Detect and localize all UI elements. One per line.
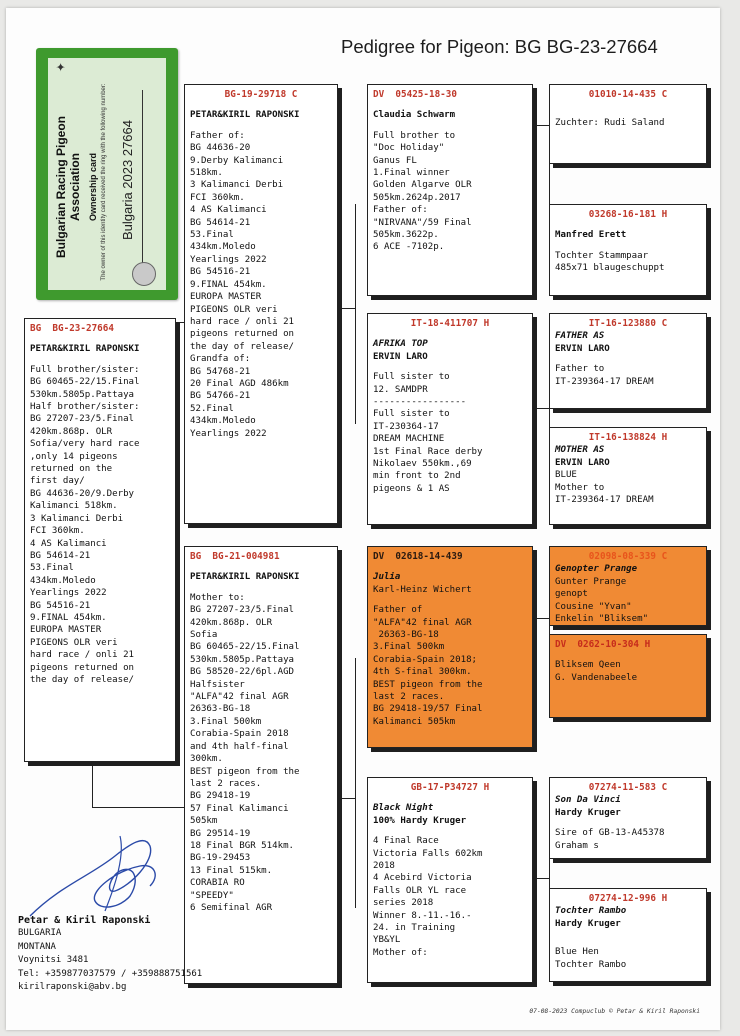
subject-notes — [30, 364, 170, 687]
text-line: BG 29514-19 — [190, 828, 251, 839]
sire-ring: BG-19-29718 — [224, 89, 287, 100]
text-line: 9.FINAL 454km. — [30, 612, 107, 623]
sire-card[interactable] — [184, 84, 338, 524]
text-line: 3 Kalimanci Derbi — [190, 180, 284, 191]
dam-dam-notes — [373, 835, 527, 959]
text-line: PIGEONS OLR veri — [30, 637, 118, 648]
text-line: Sofia/very hard race — [30, 439, 140, 450]
subject-ring: BG-23-27664 — [52, 323, 114, 334]
text-line: 20 Final AGD 486km — [190, 378, 289, 389]
dam-dam-owner: 100% Hardy Kruger — [373, 815, 467, 826]
sire-sire-notes — [373, 130, 527, 254]
text-line: Zuchter: Rudi Saland — [555, 118, 665, 129]
text-line: CORABIA RO — [190, 878, 245, 889]
text-line: Halfsister — [190, 679, 245, 690]
text-line: 57 Final Kalimanci — [190, 803, 289, 814]
text-line: Mother to — [555, 482, 605, 493]
text-line: BG 29418-19 — [190, 791, 251, 802]
text-line: Enkelin "Bliksem" — [555, 614, 649, 625]
text-line: BG 44636-20 — [190, 143, 251, 154]
sire-notes — [190, 130, 332, 440]
text-line: BULGARIA — [18, 928, 62, 939]
text-line: BG 27207-23/5.Final — [190, 605, 295, 616]
text-line: 18 Final BGR 514km. — [190, 840, 295, 851]
text-line: the day of release/ — [30, 674, 135, 685]
text-line: ,only 14 pigeons — [30, 451, 118, 462]
text-line: BG 54614-21 — [190, 217, 251, 228]
text-line: hard race / onli 21 — [30, 650, 135, 661]
text-line: 530km.5805p.Pattaya — [190, 654, 295, 665]
text-line: MONTANA — [18, 941, 56, 952]
sire-owner: PETAR&KIRIL RAPONSKI — [190, 110, 300, 121]
text-line: 3.Final 500km — [190, 716, 262, 727]
text-line: 6 ACE -7102p. — [373, 242, 445, 253]
ggp-mmf-card[interactable]: 07274-11-583 C Son Da Vinci Hardy Kruger Sire of GB-13-A45378 Graham s — [549, 777, 707, 859]
text-line: BG 54516-21 — [190, 267, 251, 278]
text-line: 4 Final Race — [373, 836, 439, 847]
ggp-fmm-card[interactable]: IT-16-138824 H MOTHER AS ERVIN LARO BLUE Mother to IT-239364-17 DREAM — [549, 427, 707, 525]
text-line: ----------------- — [373, 397, 467, 408]
text-line: last 2 races. — [373, 692, 445, 703]
text-line: and 4th half-final — [190, 741, 289, 752]
text-line: Father of: — [373, 205, 428, 216]
dam-ring: BG-21-004981 — [212, 551, 280, 562]
card-heading: Ownership card — [88, 152, 98, 222]
text-line: Father of: — [190, 130, 245, 141]
text-line: Full brother to — [373, 130, 456, 141]
text-line: 9.FINAL 454km. — [190, 279, 267, 290]
owner-name: Petar & Kiril Raponski — [18, 915, 151, 926]
text-line: pigeons returned on — [190, 329, 295, 340]
text-line: returned on the — [30, 464, 113, 475]
text-line: "NIRVANA"/59 Final — [373, 217, 472, 228]
text-line: 485x71 blaugeschuppt — [555, 263, 665, 274]
text-line: PIGEONS OLR veri — [190, 304, 278, 315]
text-line: IT-239364-17 DREAM — [555, 376, 654, 387]
text-line: BG 54766-21 — [190, 391, 251, 402]
text-line: "ALFA"42 final AGR — [190, 692, 289, 703]
text-line: 24. in Training — [373, 923, 456, 934]
text-line: BLUE — [555, 470, 577, 481]
association-logo-icon — [132, 262, 156, 286]
text-line: hard race / onli 21 — [190, 316, 295, 327]
dam-code: BG — [190, 551, 202, 562]
text-line: Tel: +359877037579 / +359888751561 — [18, 968, 203, 979]
text-line: 26363-BG-18 — [373, 630, 439, 641]
text-line: 1.Final winner — [373, 168, 450, 179]
text-line: 505km.3622p. — [373, 230, 439, 241]
text-line: 505km.2624p.2017 — [373, 192, 461, 203]
text-line: Corabia-Spain 2018; — [373, 654, 478, 665]
sire-dam-card[interactable]: IT-18-411707 H AFRIKA TOP ERVIN LARO Full sister to 12. SAMDPR ----------------- Full sister to IT-230364-17 DREAM MACHINE 1st Final Race derby Nikolaev 550km.,69 min front to 2nd pigeons & 1 AS — [367, 313, 533, 525]
text-line: Full sister to — [373, 372, 450, 383]
text-line: IT-239364-17 DREAM — [555, 495, 654, 506]
sire-dam-alias: AFRIKA TOP — [373, 339, 428, 350]
text-line: Corabia-Spain 2018 — [190, 729, 289, 740]
text-line: Mother to: — [190, 592, 245, 603]
text-line: Tochter Stammpaar — [555, 250, 649, 261]
text-line: Father of — [373, 605, 423, 616]
owner-info — [18, 914, 202, 994]
sire-sire-card[interactable]: DV 05425-18-30 Claudia Schwarm Full brother to "Doc Holiday" Ganus FL 1.Final winner Golden Algarve OLR 505km.2624p.2017 Father of: "NIRVANA"/59 Final 505km.3622p. 6 ACE -7102p. — [367, 84, 533, 296]
text-line: BG 54516-21 — [30, 600, 91, 611]
text-line: Cousine "Yvan" — [555, 601, 632, 612]
text-line: Nikolaev 550km.,69 — [373, 459, 472, 470]
text-line: 53.Final — [30, 563, 74, 574]
text-line: Full sister to — [373, 409, 450, 420]
text-line: Sofia — [190, 630, 218, 641]
text-line: 3 Kalimanci Derbi — [30, 513, 124, 524]
text-line: Sire of GB-13-A45378 — [555, 828, 665, 839]
text-line: pigeons returned on — [30, 662, 135, 673]
signature-icon — [20, 816, 190, 926]
text-line: "ALFA"42 final AGR — [373, 617, 472, 628]
dam-sire-owner: Karl-Heinz Wichert — [373, 584, 472, 595]
text-line: Mother of: — [373, 947, 428, 958]
dam-owner: PETAR&KIRIL RAPONSKI — [190, 572, 300, 583]
text-line: DREAM MACHINE — [373, 434, 445, 445]
text-line: BG 44636-20/9.Derby — [30, 488, 135, 499]
dam-dam-card[interactable]: GB-17-P34727 H Black Night 100% Hardy Kruger 4 Final Race Victoria Falls 602km 2018 4 Acebird Victoria Falls OLR YL race series 2018 Winner 8.-11.-16.- 24. in Training YB&YL Mother of: — [367, 777, 533, 983]
ggp-fff-card[interactable]: 01010-14-435 C Zuchter: Rudi Saland — [549, 84, 707, 164]
ownership-card — [36, 48, 178, 300]
text-line: 505km — [190, 816, 218, 827]
text-line: first day/ — [30, 476, 85, 487]
text-line: "SPEEDY" — [190, 890, 234, 901]
text-line: Yearlings 2022 — [190, 254, 267, 265]
text-line: 12. SAMDPR — [373, 384, 428, 395]
text-line: series 2018 — [373, 898, 434, 909]
sire-dam-owner: ERVIN LARO — [373, 351, 428, 362]
text-line: Blue Hen — [555, 947, 599, 958]
sire-dam-notes — [373, 371, 527, 495]
pedigree-sheet — [6, 8, 720, 1030]
text-line: 1st Final Race derby — [373, 446, 483, 457]
text-line: 420km.868p. OLR — [190, 617, 273, 628]
text-line: min front to 2nd — [373, 471, 461, 482]
text-line: 9.Derby Kalimanci — [190, 155, 284, 166]
dam-sire-alias: Julia — [373, 572, 401, 583]
text-line: Yearlings 2022 — [30, 588, 107, 599]
text-line: 434km.Moledo — [190, 242, 256, 253]
text-line: Kalimanci 518km. — [30, 501, 118, 512]
text-line: Golden Algarve OLR — [373, 180, 472, 191]
ggp-fmf-card[interactable]: IT-16-123880 C FATHER AS ERVIN LARO Father to IT-239364-17 DREAM — [549, 313, 707, 409]
text-line: FCI 360km. — [190, 192, 245, 203]
sire-sire-owner: Claudia Schwarm — [373, 110, 456, 121]
text-line: 300km. — [190, 754, 223, 765]
text-line: EUROPA MASTER — [190, 292, 262, 303]
text-line: kirilraponski@abv.bg — [18, 982, 127, 993]
subject-code: BG — [30, 323, 42, 334]
text-line: YB&YL — [373, 935, 401, 946]
card-text: The owner of this identity card received the ring with the following number: — [101, 83, 107, 281]
sire-dam-ring: IT-18-411707 — [410, 318, 478, 329]
text-line: BG 58520-22/6pl.AGD — [190, 667, 295, 678]
text-line: 26363-BG-18 — [190, 704, 251, 715]
text-line: 13 Final 515km. — [190, 865, 273, 876]
dam-sire-card[interactable]: DV 02618-14-439 Julia Karl-Heinz Wichert Father of "ALFA"42 final AGR 26363-BG-18 3.Final 500km Corabia-Spain 2018; 4th S-final 300km. BEST pigeon from the last 2 races. BG 29418-19/57 Final Kalimanci 505km — [367, 546, 533, 748]
text-line: Falls OLR YL race — [373, 885, 467, 896]
text-line: BG 27207-23/5.Final — [30, 414, 135, 425]
text-line: BG-19-29453 — [190, 853, 251, 864]
text-line: Kalimanci 505km — [373, 716, 456, 727]
text-line: last 2 races. — [190, 778, 262, 789]
text-line: Graham s — [555, 840, 599, 851]
text-line: IT-230364-17 — [373, 421, 439, 432]
ggp-mmm-card[interactable]: 07274-12-996 H Tochter Rambo Hardy Kruger Blue Hen Tochter Rambo — [549, 888, 707, 982]
ggp-mff-card[interactable]: 02098-08-339 C Genopter Prange Gunter Prange genopt Cousine "Yvan" Enkelin "Bliksem" — [549, 546, 707, 626]
text-line: BG 54614-21 — [30, 550, 91, 561]
text-line: the day of release/ — [190, 341, 295, 352]
text-line: pigeons & 1 AS — [373, 483, 450, 494]
text-line: BEST pigeon from the — [190, 766, 300, 777]
ggp-mfm-card[interactable]: DV 0262-10-304 H Bliksem Qeen G. Vandenabeele — [549, 634, 707, 718]
text-line: 518km. — [190, 168, 223, 179]
text-line: Grandfa of: — [190, 354, 251, 365]
text-line: 434km.Moledo — [190, 416, 256, 427]
dam-card[interactable] — [184, 546, 338, 984]
text-line: 434km.Moledo — [30, 575, 96, 586]
text-line: BG 60465-22/15.Final — [30, 377, 140, 388]
text-line: FCI 360km. — [30, 526, 85, 537]
dam-dam-ring: GB-17-P34727 — [410, 782, 478, 793]
text-line: 52.Final — [190, 403, 234, 414]
dam-notes — [190, 592, 332, 915]
text-line: BG 54768-21 — [190, 366, 251, 377]
text-line: 4th S-final 300km. — [373, 667, 472, 678]
text-line: Half brother/sister: — [30, 402, 140, 413]
subject-card[interactable] — [24, 318, 176, 762]
text-line: 4 AS Kalimanci — [30, 538, 107, 549]
text-line: Voynitsi 3481 — [18, 955, 89, 966]
subject-owner: PETAR&KIRIL RAPONSKI — [30, 344, 140, 355]
dam-dam-alias: Black Night — [373, 803, 434, 814]
dam-sire-ring: 02618-14-439 — [395, 551, 463, 562]
text-line: BG 29418-19/57 Final — [373, 704, 483, 715]
pigeon-icon: ✦ — [54, 62, 68, 73]
card-number: Bulgaria 2023 27664 — [120, 120, 135, 240]
ggp-ffm-card[interactable]: 03268-16-181 H Manfred Erett Tochter Stammpaar 485x71 blaugeschuppt — [549, 204, 707, 296]
text-line: 420km.868p. OLR — [30, 426, 113, 437]
text-line: genopt — [555, 589, 588, 600]
text-line: 530km.5805p.Pattaya — [30, 389, 135, 400]
text-line: EUROPA MASTER — [30, 625, 102, 636]
sire-sex: C — [291, 89, 298, 100]
text-line: Ganus FL — [373, 155, 417, 166]
sire-sire-ring: 05425-18-30 — [395, 89, 457, 100]
text-line: Winner 8.-11.-16.- — [373, 910, 472, 921]
text-line: Victoria Falls 602km — [373, 848, 483, 859]
text-line: BG 60465-22/15.Final — [190, 642, 300, 653]
footer-credit: 07-08-2023 Compuclub © Petar & Kiril Raponski — [529, 1008, 700, 1015]
text-line: 53.Final — [190, 230, 234, 241]
text-line: G. Vandenabeele — [555, 672, 638, 683]
page-title: Pedigree for Pigeon: BG BG-23-27664 — [341, 36, 658, 57]
text-line: Full brother/sister: — [30, 364, 140, 375]
text-line: Tochter Rambo — [555, 959, 627, 970]
text-line: BEST pigeon from the — [373, 679, 483, 690]
text-line: 4 AS Kalimanci — [190, 205, 267, 216]
text-line: Father to — [555, 364, 605, 375]
text-line: "Doc Holiday" — [373, 143, 445, 154]
card-org: Bulgarian Racing Pigeon Association — [54, 115, 82, 259]
text-line: 2018 — [373, 861, 395, 872]
text-line: 3.Final 500km — [373, 642, 445, 653]
text-line: 4 Acebird Victoria — [373, 873, 472, 884]
text-line: Yearlings 2022 — [190, 428, 267, 439]
dam-sire-notes — [373, 604, 527, 728]
text-line: 6 Semifinal AGR — [190, 902, 273, 913]
